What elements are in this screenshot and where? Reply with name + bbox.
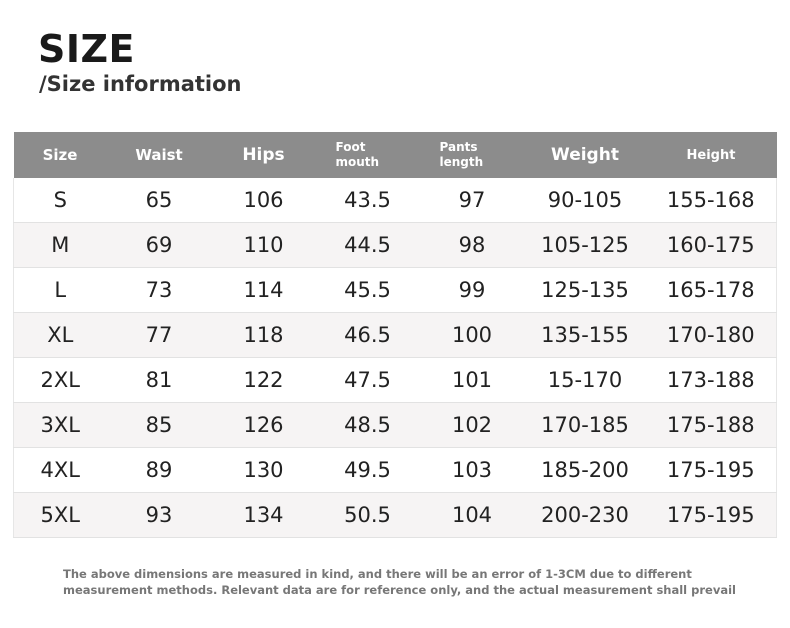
cell-hips: 118 [212,313,316,358]
cell-weight: 90-105 [525,178,646,223]
cell-waist: 93 [107,493,212,538]
cell-foot-mouth: 45.5 [316,268,420,313]
cell-pants-length: 104 [420,493,525,538]
header-pants-length-line2: length [439,155,484,169]
table-row [14,223,777,268]
cell-foot-mouth: 43.5 [316,178,420,223]
cell-size: 2XL [14,358,107,403]
cell-weight: 200-230 [525,493,646,538]
cell-height: 175-195 [646,493,777,538]
header-foot-mouth-line1: Foot [335,140,366,154]
cell-hips: 126 [212,403,316,448]
cell-size: 5XL [14,493,107,538]
cell-hips: 122 [212,358,316,403]
page-title: SIZE [38,27,136,71]
cell-weight: 185-200 [525,448,646,493]
cell-foot-mouth: 47.5 [316,358,420,403]
cell-foot-mouth: 44.5 [316,223,420,268]
cell-weight: 105-125 [525,223,646,268]
header-weight: Weight [525,132,646,178]
cell-height: 165-178 [646,268,777,313]
cell-foot-mouth: 46.5 [316,313,420,358]
header-height: Height [646,132,777,178]
table-row [14,493,777,538]
header-foot-mouth-line2: mouth [335,155,380,169]
cell-size: 3XL [14,403,107,448]
table-row [14,358,777,403]
header-hips: Hips [212,132,316,178]
cell-waist: 69 [107,223,212,268]
cell-weight: 135-155 [525,313,646,358]
cell-pants-length: 100 [420,313,525,358]
cell-hips: 114 [212,268,316,313]
cell-waist: 73 [107,268,212,313]
table-row [14,268,777,313]
cell-size: M [14,223,107,268]
size-table [13,132,777,538]
cell-size: 4XL [14,448,107,493]
cell-waist: 85 [107,403,212,448]
cell-height: 155-168 [646,178,777,223]
cell-waist: 89 [107,448,212,493]
cell-pants-length: 97 [420,178,525,223]
cell-foot-mouth: 49.5 [316,448,420,493]
cell-height: 170-180 [646,313,777,358]
cell-height: 175-188 [646,403,777,448]
cell-waist: 77 [107,313,212,358]
header-row [14,132,777,178]
cell-foot-mouth: 50.5 [316,493,420,538]
disclaimer-note [63,566,763,598]
cell-hips: 106 [212,178,316,223]
cell-weight: 170-185 [525,403,646,448]
cell-size: XL [14,313,107,358]
header-pants-length-line1: Pants [439,140,478,154]
page-subtitle: /Size information [39,72,242,96]
table-row [14,178,777,223]
cell-pants-length: 103 [420,448,525,493]
header-pants-length [420,132,525,178]
cell-size: S [14,178,107,223]
cell-height: 160-175 [646,223,777,268]
cell-waist: 81 [107,358,212,403]
cell-pants-length: 99 [420,268,525,313]
size-table-body [14,178,777,538]
header-foot-mouth [316,132,420,178]
cell-foot-mouth: 48.5 [316,403,420,448]
cell-pants-length: 101 [420,358,525,403]
cell-size: L [14,268,107,313]
cell-pants-length: 98 [420,223,525,268]
cell-weight: 15-170 [525,358,646,403]
table-row [14,313,777,358]
size-table-header [14,132,777,178]
cell-hips: 134 [212,493,316,538]
cell-weight: 125-135 [525,268,646,313]
disclaimer-line2: measurement methods. Relevant data are for reference only, and the actual measurement shall prevail [63,583,736,597]
table-row [14,403,777,448]
disclaimer-line1: The above dimensions are measured in kind, and there will be an error of 1-3CM due to different [63,567,692,581]
table-row [14,448,777,493]
cell-pants-length: 102 [420,403,525,448]
cell-height: 173-188 [646,358,777,403]
header-waist: Waist [107,132,212,178]
header-size: Size [14,132,107,178]
cell-hips: 110 [212,223,316,268]
cell-height: 175-195 [646,448,777,493]
cell-hips: 130 [212,448,316,493]
cell-waist: 65 [107,178,212,223]
